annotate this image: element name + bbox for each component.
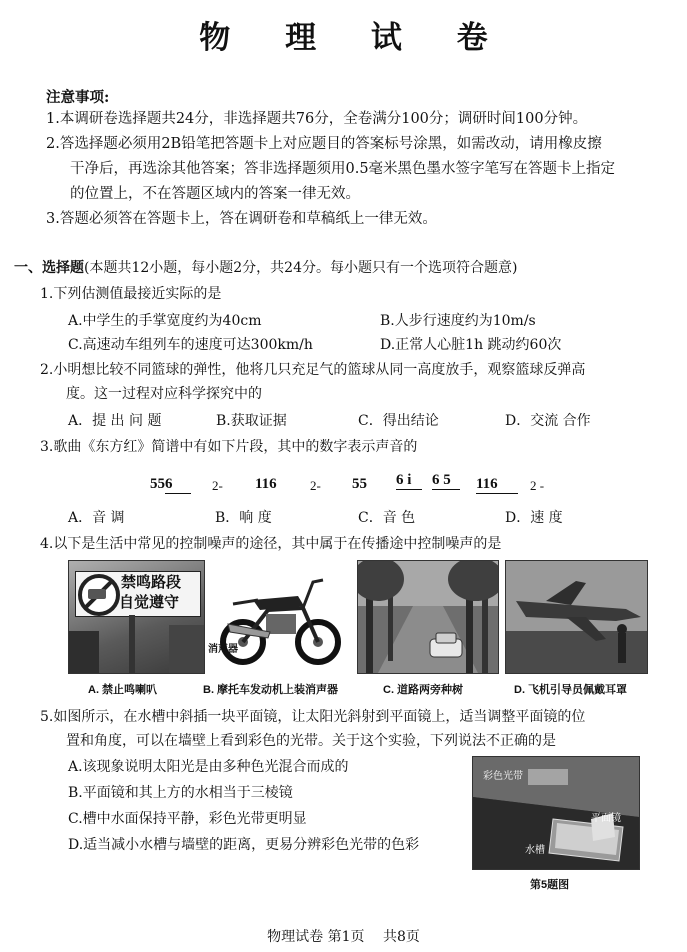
notes-item-2-cont2: 的位置上，不在答题区域内的答案一律无效。 xyxy=(70,186,360,202)
sign-text-line2: 自觉遵守 xyxy=(119,593,180,611)
q3-option-a: A．音 调 xyxy=(68,510,125,526)
q4-caption-a: A. 禁止鸣喇叭 xyxy=(88,684,158,696)
photo-motorcycle xyxy=(208,560,348,672)
q3-score-1: 556 xyxy=(150,476,191,494)
q2-option-d: D．交流 合作 xyxy=(505,413,591,429)
q3-score-6 xyxy=(396,472,422,490)
q3-score-1-underlined: 6 xyxy=(165,476,191,494)
q3-score-9: 2 - xyxy=(530,478,545,493)
page-title: 物 理 试 卷 xyxy=(199,20,510,56)
q5-option-b: B.平面镜和其上方的水相当于三棱镜 xyxy=(68,785,293,801)
page-footer: 物理试卷 第1页 共8页 xyxy=(267,929,420,945)
q2-stem-cont: 度。这一过程对应科学探究中的 xyxy=(66,386,262,402)
q3-score-3: 116 xyxy=(255,476,277,492)
q1-option-c: C.高速动车组列车的速度可达300km/h xyxy=(68,337,313,353)
photo-tree-lined-road xyxy=(357,560,499,674)
q4-caption-c: C. 道路两旁种树 xyxy=(383,684,464,696)
q5-stem-cont: 置和角度，可以在墙壁上看到彩色的光带。关于这个实验，下列说法不正确的是 xyxy=(66,733,556,749)
notes-item-2-cont: 干净后，再选涂其他答案；答非选择题须用0.5毫米黑色墨水签字笔写在答题卡上指定 xyxy=(70,161,616,177)
q3-score-4: 2- xyxy=(310,478,321,493)
notes-item-3: 3.答题必须答在答题卡上，答在调研卷和草稿纸上一律无效。 xyxy=(46,211,437,227)
notes-heading: 注意事项: xyxy=(46,89,110,106)
q5-option-d: D.适当减小水槽与墙壁的距离，更易分辨彩色光带的色彩 xyxy=(68,837,420,853)
q1-option-d: D.正常人心脏1h 跳动约60次 xyxy=(380,337,562,353)
q3-score-8-text: 116 xyxy=(476,476,518,494)
q3-score-5: 55 xyxy=(352,476,367,492)
section-heading xyxy=(14,258,517,278)
sign-text-line1: 禁鸣路段 xyxy=(121,573,182,591)
q3-stem: 3.歌曲《东方红》简谱中有如下片段，其中的数字表示声音的 xyxy=(40,439,418,455)
notes-item-2: 2.答选择题必须用2B铅笔把答题卡上对应题目的答案标号涂黑，如需改动，请用橡皮擦 xyxy=(46,136,602,152)
q2-stem: 2.小明想比较不同篮球的弹性，他将几只充足气的篮球从同一高度放手，观察篮球反弹高 xyxy=(40,362,586,378)
q3-option-c: C．音 色 xyxy=(358,510,416,526)
q3-score-2: 2- xyxy=(212,478,223,493)
q4-stem: 4.以下是生活中常见的控制噪声的途径，其中属于在传播途中控制噪声的是 xyxy=(40,536,502,552)
q3-score-6-text: 6 i xyxy=(396,472,422,490)
notes-item-1: 1.本调研卷选择题共24分，非选择题共76分，全卷满分100分；调研时间100分钟。 xyxy=(46,111,588,127)
q4-caption-d: D. 飞机引导员佩戴耳罩 xyxy=(514,684,628,696)
section-label: 一、选择题 xyxy=(14,260,84,276)
q2-option-c: C．得出结论 xyxy=(358,413,439,429)
q5-option-c: C.槽中水面保持平静，彩色光带更明显 xyxy=(68,811,307,827)
q2-option-b: B.获取证据 xyxy=(216,413,287,429)
no-horn-icon xyxy=(78,574,120,616)
muffler-label: 消声器 xyxy=(208,644,238,655)
q5-stem: 5.如图所示，在水槽中斜插一块平面镜，让太阳光斜射到平面镜上，适当调整平面镜的位 xyxy=(40,709,586,725)
q3-score-7-text: 6 5 xyxy=(432,472,460,490)
fig5-label-tank: 水槽 xyxy=(525,845,545,856)
q5-option-a: A.该现象说明太阳光是由多种色光混合而成的 xyxy=(68,759,349,775)
section-desc: (本题共12小题，每小题2分，共24分。每小题只有一个选项符合题意) xyxy=(84,260,518,276)
q1-option-a: A.中学生的手掌宽度约为40cm xyxy=(68,313,262,329)
q1-option-b: B.人步行速度约为10m/s xyxy=(380,313,536,329)
q2-option-a: A．提 出 问 题 xyxy=(68,413,162,429)
figure-5-photo xyxy=(472,756,640,870)
q1-stem: 1.下列估测值最接近实际的是 xyxy=(40,286,222,302)
q3-option-d: D．速 度 xyxy=(505,510,563,526)
fig5-label-mirror: 平面镜 xyxy=(591,813,621,824)
figure-5-caption: 第5题图 xyxy=(530,879,570,891)
fig5-label-rainbow: 彩色光带 xyxy=(483,771,523,782)
q3-score-8 xyxy=(476,476,518,494)
photo-no-horn-sign xyxy=(68,560,205,674)
photo-aircraft-guide xyxy=(505,560,648,674)
q3-option-b: B．响 度 xyxy=(215,510,272,526)
q4-caption-b: B. 摩托车发动机上装消声器 xyxy=(203,684,339,696)
q3-score-7 xyxy=(432,472,460,490)
